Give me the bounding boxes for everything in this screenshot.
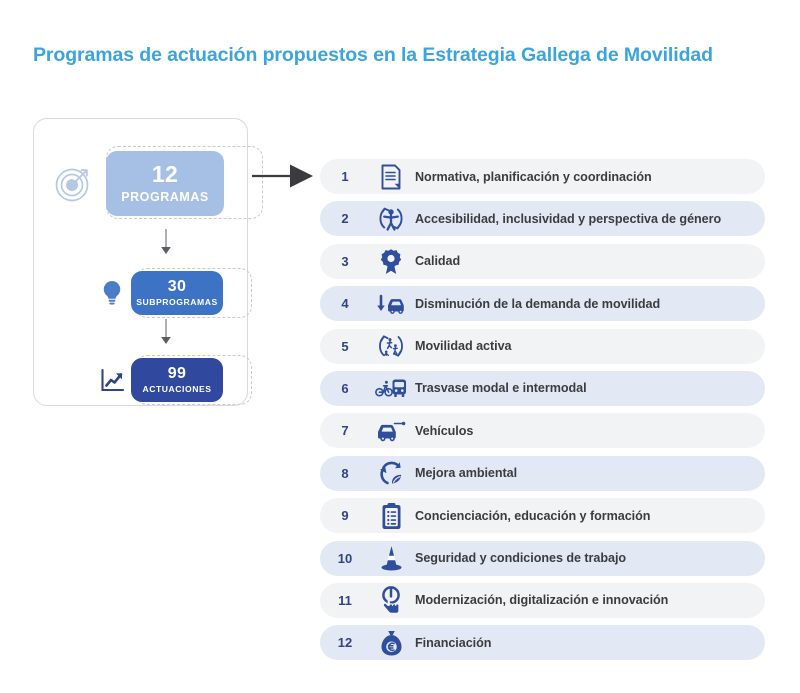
programas-label: PROGRAMAS xyxy=(121,189,209,204)
program-number: 11 xyxy=(338,592,352,608)
program-label: Financiación xyxy=(415,635,492,650)
arrow-subprogramas-to-actuaciones xyxy=(159,318,173,346)
program-row-11[interactable] xyxy=(320,583,765,618)
program-number: 6 xyxy=(341,380,349,396)
actuaciones-box xyxy=(131,358,223,402)
accessibility-person-icon xyxy=(367,205,415,232)
program-number: 4 xyxy=(341,296,349,312)
program-number: 12 xyxy=(337,635,353,651)
program-label: Trasvase modal e intermodal xyxy=(415,381,587,396)
program-label: Disminución de la demanda de movilidad xyxy=(415,296,661,311)
program-row-9[interactable] xyxy=(320,498,765,533)
subprogramas-label: SUBPROGRAMAS xyxy=(136,297,218,308)
arrow-programas-to-subprogramas xyxy=(159,228,173,256)
program-label: Vehículos xyxy=(415,423,474,438)
clipboard-icon xyxy=(367,502,415,530)
program-number: 5 xyxy=(341,338,349,354)
program-number: 2 xyxy=(341,211,349,227)
subprogramas-box xyxy=(131,271,223,315)
award-rosette-icon xyxy=(367,248,415,275)
traffic-cone-icon xyxy=(367,544,415,572)
program-row-10[interactable] xyxy=(320,541,765,576)
program-row-5[interactable] xyxy=(320,329,765,364)
program-label: Accesibilidad, inclusividad y perspectiva de género xyxy=(415,211,722,226)
program-row-8[interactable] xyxy=(320,456,765,491)
summary-item-actuaciones xyxy=(97,349,262,411)
lightbulb-icon xyxy=(97,273,127,313)
program-number: 9 xyxy=(341,508,349,524)
click-power-icon xyxy=(367,586,415,614)
subprogramas-number: 30 xyxy=(167,278,187,296)
target-icon xyxy=(48,157,100,209)
program-number: 10 xyxy=(337,550,353,566)
program-row-7[interactable] xyxy=(320,413,765,448)
program-row-6[interactable] xyxy=(320,371,765,406)
active-mobility-icon xyxy=(367,332,415,360)
program-label: Modernización, digitalización e innovación xyxy=(415,593,669,608)
program-number: 8 xyxy=(341,465,349,481)
program-row-3[interactable] xyxy=(320,244,765,279)
arrow-panel-to-list xyxy=(252,161,314,191)
recycle-leaf-icon xyxy=(367,460,415,487)
actuaciones-label: ACTUACIONES xyxy=(142,384,212,395)
car-down-arrow-icon xyxy=(367,292,415,316)
program-label: Concienciación, educación y formación xyxy=(415,508,651,523)
program-label: Normativa, planificación y coordinación xyxy=(415,169,652,184)
program-label: Movilidad activa xyxy=(415,339,512,354)
programas-number: 12 xyxy=(151,160,179,187)
program-row-2[interactable] xyxy=(320,201,765,236)
program-number: 3 xyxy=(341,253,349,269)
money-bag-euro-icon xyxy=(367,629,415,657)
bike-bus-icon xyxy=(367,377,415,399)
page-title: Programas de actuación propuestos en la Estrategia Gallega de Movilidad xyxy=(33,44,713,66)
program-label: Mejora ambiental xyxy=(415,466,518,481)
summary-item-subprogramas xyxy=(97,262,262,324)
document-icon xyxy=(367,164,415,190)
actuaciones-number: 99 xyxy=(167,365,187,383)
programas-box xyxy=(106,151,224,216)
program-label: Calidad xyxy=(415,254,461,269)
program-number: 1 xyxy=(341,169,349,184)
program-number: 7 xyxy=(341,423,349,439)
program-label: Seguridad y condiciones de trabajo xyxy=(415,551,627,566)
chart-growth-icon xyxy=(97,360,127,400)
program-row-4[interactable] xyxy=(320,286,765,321)
program-row-1[interactable] xyxy=(320,159,765,194)
summary-item-programas xyxy=(48,138,263,228)
program-list xyxy=(320,159,765,668)
car-icon xyxy=(367,419,415,442)
program-row-12[interactable] xyxy=(320,625,765,660)
